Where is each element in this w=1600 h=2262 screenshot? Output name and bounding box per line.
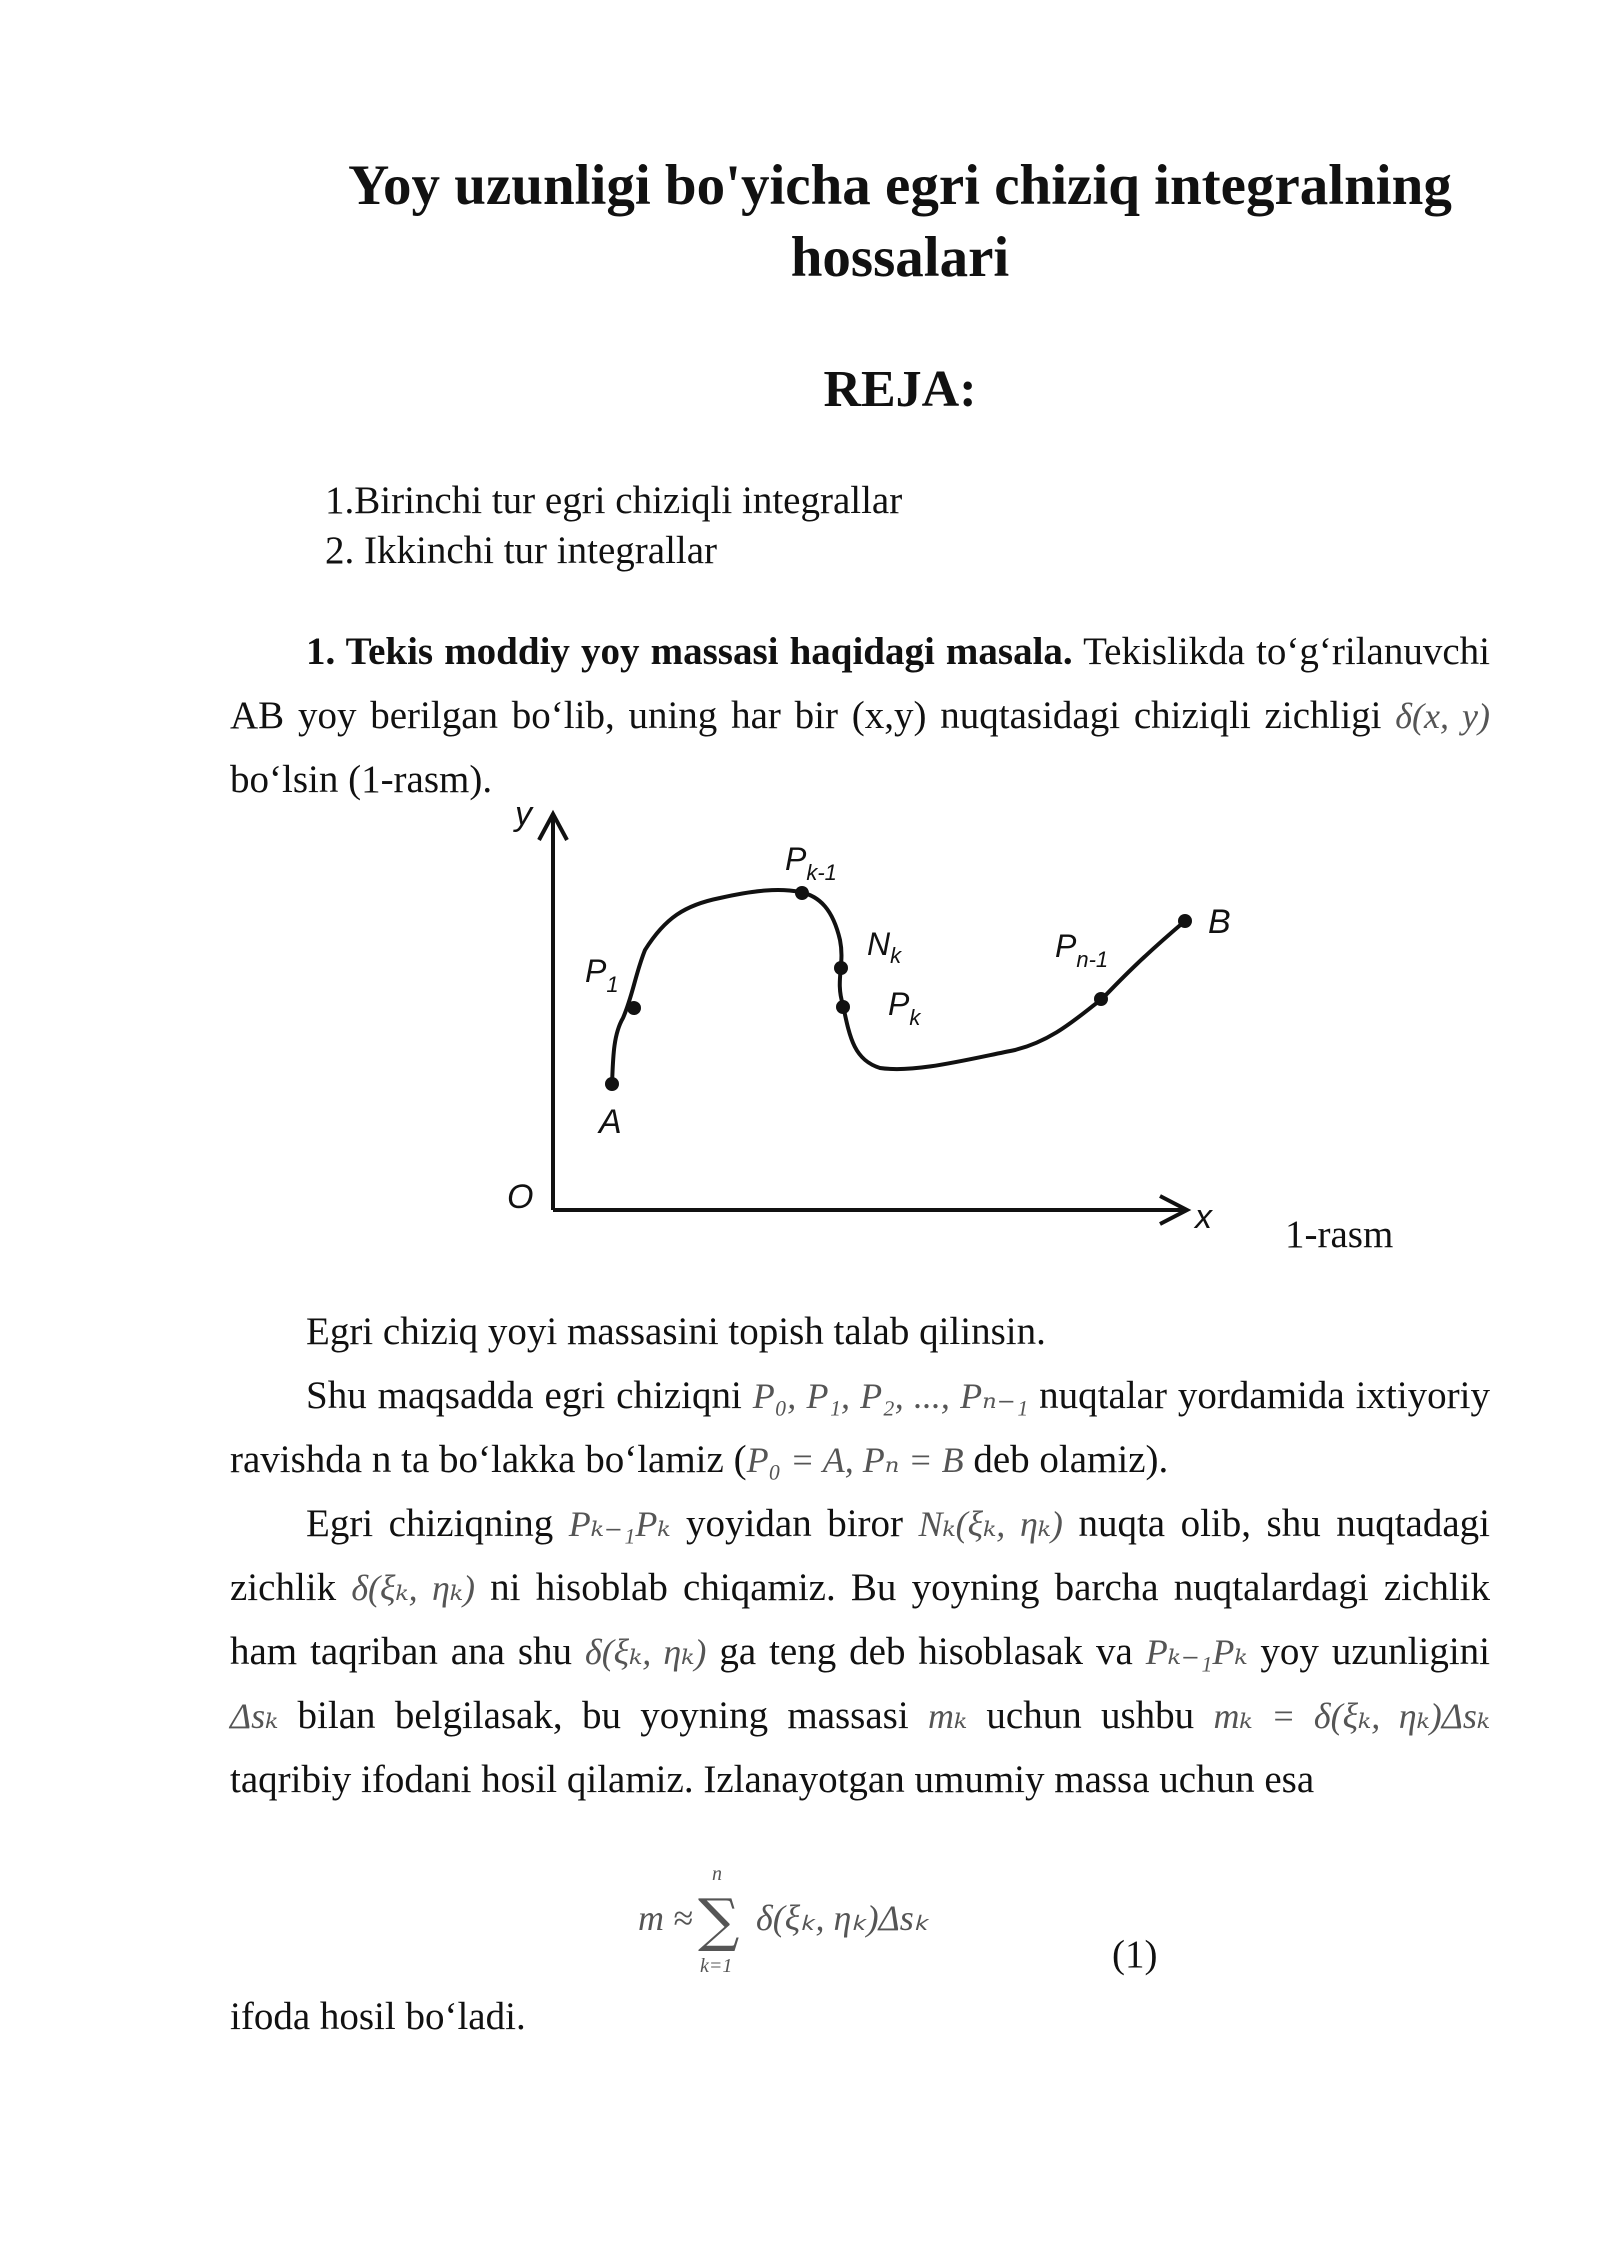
label-y: y	[515, 795, 532, 833]
mass-sum-formula	[630, 1860, 990, 1980]
point-P1	[627, 1001, 641, 1015]
label-Nk: $N_k$	[867, 926, 902, 968]
plan-heading: REJA:	[823, 361, 977, 418]
label-Pk: $P_k$	[888, 986, 921, 1030]
figure-caption: 1-rasm	[1285, 1213, 1394, 1256]
mk-formula: mₖ	[927, 1696, 968, 1736]
points-formula: P₀, P₁, P₂, ..., Pₙ₋₁	[752, 1376, 1029, 1416]
section1-text-a: Tekislikda to‘g‘rilanuvchi AB yoy berilgan bo‘lib, uning har bir (x,y) nuqtasidagi chiziqli zichligi	[230, 630, 1491, 737]
section1-heading: 1. Tekis moddiy yoy massasi haqidagi masala.	[306, 630, 1073, 673]
label-B: B	[1208, 903, 1231, 941]
ds-formula: Δsₖ	[230, 1696, 279, 1736]
arc-formula: Pₖ₋₁Pₖ	[568, 1504, 671, 1544]
point-Nk	[834, 961, 848, 975]
page-title: Yoy uzunligi bo'yicha egri chiziq integralning hossalari	[348, 154, 1452, 289]
point-Pk-1	[795, 886, 809, 900]
point-Pn-1	[1094, 992, 1108, 1006]
paragraph-2: Egri chiziq yoyi massasini topish talab qilinsin.	[306, 1310, 1046, 1353]
plan-list	[325, 476, 902, 576]
section1-text-b: bo‘lsin (1-rasm).	[230, 758, 493, 801]
density-formula: δ(x, y)	[1395, 696, 1490, 736]
svg-text:k=1: k=1	[700, 1955, 733, 1977]
label-x: x	[1195, 1198, 1212, 1236]
arc-formula: Pₖ₋₁Pₖ	[1145, 1632, 1248, 1672]
label-origin: O	[507, 1178, 534, 1216]
svg-text:m ≈: m ≈	[638, 1898, 693, 1938]
label-P1: $P_1$	[585, 953, 619, 997]
mk-equation: mₖ = δ(ξₖ, ηₖ)Δsₖ	[1213, 1696, 1490, 1736]
curve-figure	[495, 790, 1255, 1240]
delta-formula: δ(ξₖ, ηₖ)	[584, 1632, 707, 1672]
point-A	[605, 1077, 619, 1091]
plan-item: 2. Ikkinchi tur integrallar	[325, 529, 718, 572]
paragraph-3: Shu maqsadda egri chiziqni P₀, P₁, P₂, ..., Pₙ₋₁ nuqtalar yordamida ixtiyoriy ravishda n ta bo‘lakka bo‘lamiz (P₀ = A, Pₙ = B deb olamiz).	[230, 1374, 1490, 1481]
paragraph-5: ifoda hosil bo‘ladi.	[230, 1995, 526, 2038]
label-Pn-1: $P_{n-1}$	[1055, 928, 1109, 972]
delta-formula: δ(ξₖ, ηₖ)	[351, 1568, 475, 1608]
plan-item: 1.Birinchi tur egri chiziqli integrallar	[325, 479, 903, 522]
point-Pk	[836, 1000, 850, 1014]
equation-number: (1)	[1112, 1933, 1158, 1976]
svg-text:∑: ∑	[698, 1886, 740, 1954]
label-A: A	[599, 1103, 622, 1141]
svg-text:δ(ξₖ, ηₖ)Δsₖ: δ(ξₖ, ηₖ)Δsₖ	[756, 1898, 930, 1938]
section1-paragraph	[230, 620, 1490, 812]
label-Pk-1: $P_{k-1}$	[785, 841, 837, 885]
svg-text:n: n	[712, 1863, 722, 1885]
endpoints-formula: P₀ = A, Pₙ = B	[746, 1440, 964, 1480]
nk-formula: Nₖ(ξₖ, ηₖ)	[918, 1504, 1063, 1544]
paragraph-4: Egri chiziqning Pₖ₋₁Pₖ yoyidan biror Nₖ(ξₖ, ηₖ) nuqta olib, shu nuqtadagi zichlik δ(ξₖ, ηₖ) ni hisoblab chiqamiz. Bu yoyning barcha nuqtalardagi zichlik ham taqriban ana shu δ(ξₖ, ηₖ) ga teng deb hisoblasak va Pₖ₋₁Pₖ yoy uzunligini Δsₖ bilan belgilasak, bu yoyning massasi mₖ uchun ushbu mₖ = δ(ξₖ, ηₖ)Δsₖ taqribiy ifodani hosil qilamiz. Izlanayotgan umumiy massa uchun esa	[230, 1502, 1490, 1801]
point-B	[1178, 914, 1192, 928]
